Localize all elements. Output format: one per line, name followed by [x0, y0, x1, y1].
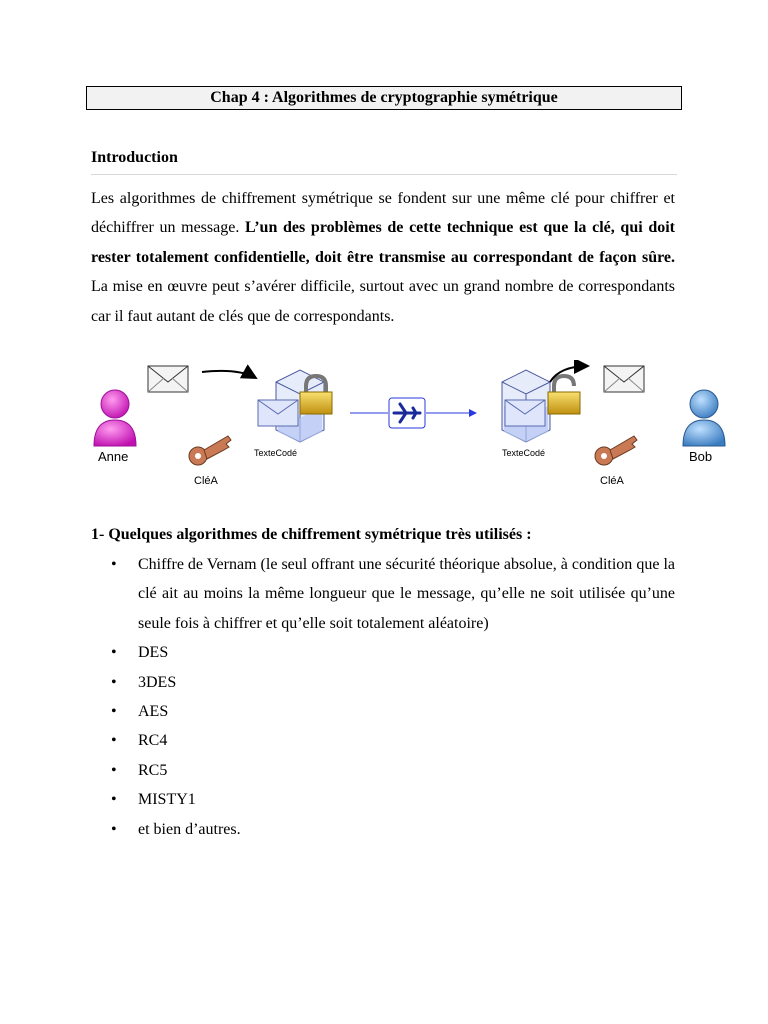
- intro-text-part2: La mise en œuvre peut s’avérer difficile, surtout avec un grand nombre de correspondants car il faut autant de clés que de correspondants.: [91, 278, 675, 325]
- list-item-text: MISTY1: [138, 791, 196, 809]
- key-left-icon: [189, 436, 231, 465]
- bullet-icon: •: [111, 644, 117, 662]
- bullet-icon: •: [111, 791, 117, 809]
- list-item-text: AES: [138, 703, 169, 721]
- key-label-left: CléA: [194, 475, 218, 487]
- sender-name: Anne: [98, 449, 129, 464]
- list-item: [91, 697, 675, 726]
- plane-icon: [389, 398, 425, 428]
- page-title: Chap 4 : Algorithmes de cryptographie symétrique: [86, 86, 682, 110]
- list-item: [91, 638, 675, 667]
- envelope-left-icon: [148, 366, 188, 392]
- key-right-icon: [595, 436, 637, 465]
- receiver-name: Bob: [689, 449, 713, 464]
- list-item: [91, 785, 675, 814]
- bullet-icon: •: [111, 703, 117, 721]
- list-item-text: DES: [138, 644, 169, 662]
- intro-text-bold: L’un des problèmes de cette technique est que la clé, qui doit rester totalement confidentielle, doit être transmise au correspondant de façon sûre.: [91, 219, 676, 266]
- bullet-icon: •: [111, 761, 117, 779]
- introduction-heading: Introduction: [91, 148, 677, 175]
- cipher-label-left: TexteCodé: [254, 448, 298, 458]
- list-item-text: RC4: [138, 732, 168, 750]
- list-item: [91, 815, 675, 844]
- arrow-encrypt-icon: [202, 371, 256, 378]
- intro-text-part1: Les algorithmes de chiffrement symétrique se fondent sur une même clé pour chiffrer et déchiffrer un message.: [91, 190, 675, 237]
- introduction-paragraph: [91, 184, 675, 331]
- cipher-label-right: TexteCodé: [502, 448, 546, 458]
- symmetric-encryption-diagram: [88, 360, 736, 492]
- list-item-text: 3DES: [138, 673, 177, 691]
- bullet-icon: •: [111, 820, 117, 838]
- list-item: [91, 756, 675, 785]
- list-item: [91, 550, 675, 638]
- list-item-text: et bien d’autres.: [138, 820, 241, 838]
- bullet-icon: •: [111, 673, 117, 691]
- bullet-icon: •: [111, 556, 117, 573]
- algorithms-list: [91, 550, 675, 844]
- envelope-right-icon: [604, 366, 644, 392]
- section1-heading: 1- Quelques algorithmes de chiffrement symétrique très utilisés :: [91, 526, 532, 543]
- list-item-text: RC5: [138, 761, 168, 779]
- list-item: [91, 726, 675, 755]
- lock-right-icon: [548, 376, 580, 414]
- bullet-icon: •: [111, 732, 117, 750]
- key-label-right: CléA: [600, 475, 624, 487]
- list-item: [91, 668, 675, 697]
- receiver-person-icon: [683, 390, 725, 446]
- cipher-box-right-icon: [502, 370, 550, 442]
- sender-person-icon: [94, 390, 136, 446]
- list-item-text: Chiffre de Vernam (le seul offrant une sécurité théorique absolue, à condition que la clé ait au moins la même longueur que le message, qu’elle ne soit utilisée qu’une seule fois à chiffrer et qu’elle soit totalement aléatoire): [138, 556, 675, 632]
